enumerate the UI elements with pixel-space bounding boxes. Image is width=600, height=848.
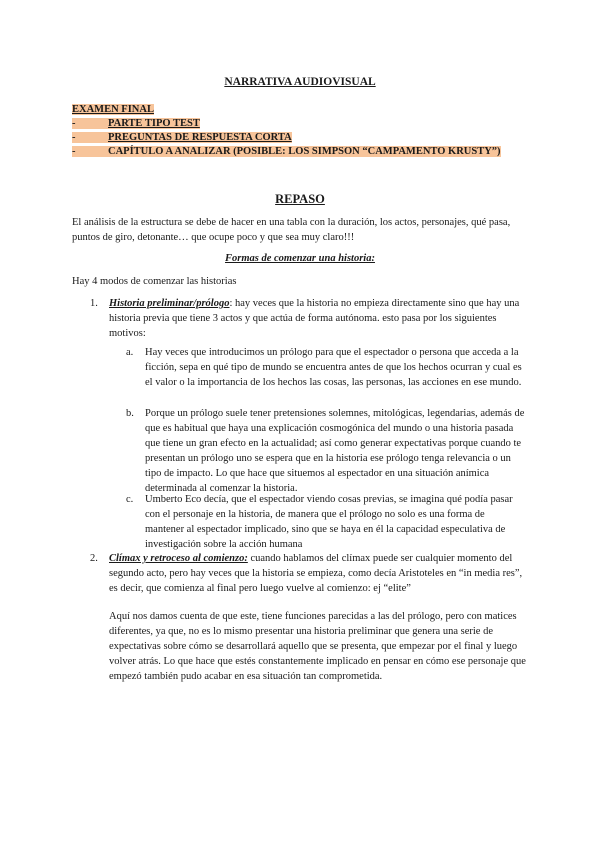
intro-paragraph: El análisis de la estructura se debe de hacer en una tabla con la duración, los actos, personajes, qué pasa, puntos de giro, detonante… que ocupe poco y que sea muy claro!!!: [72, 217, 511, 243]
sub-item-letter: c.: [126, 494, 134, 505]
exam-item-text: PARTE TIPO TEST: [108, 118, 200, 129]
exam-list-item: [72, 145, 501, 159]
exam-heading: [72, 103, 154, 116]
sub-item-a: [126, 345, 526, 390]
exam-item-text: PREGUNTAS DE RESPUESTA CORTA: [108, 132, 292, 143]
document-title: NARRATIVA AUDIOVISUAL: [224, 76, 376, 88]
item-text: : hay veces que la historia no empieza directamente sino que hay una historia previa que tiene 3 actos y que actúa de forma autónoma. esto pasa por los siguientes motivos:: [109, 298, 520, 339]
exam-list: [72, 117, 501, 159]
exam-list-item: [72, 131, 501, 145]
sub-item-b: [126, 406, 526, 496]
numbered-item-2: [90, 551, 528, 596]
item-text: cuando hablamos del clímax puede ser cualquier momento del segundo acto, pero hay veces que la historia se empieza, como decía Aristoteles en “in media res”, es decir, que comienza al final pero luego vuelve al comienzo: ej “elite”: [109, 553, 523, 594]
list-bullet: -: [72, 146, 76, 157]
sub-item-letter: b.: [126, 408, 134, 419]
exam-heading-text: EXAMEN FINAL: [72, 104, 154, 115]
sub-item-text: Porque un prólogo suele tener pretensiones solemnes, mitológicas, legendarias, además de que es habitual que haya una explicación cosmogónica del mundo o una historia pasada que tiene un gran efecto en la actualidad; así como generar expectativas porque cuando te presentan un prólogo uno se espera que en la historia ese prólogo tenga relevancia o un tipo de impacto. Lo que hace que situemos al espectador en una situación anímica determinada al comenzar la historia.: [145, 408, 525, 494]
item-number: 2.: [90, 553, 98, 564]
item-term: Clímax y retroceso al comienzo:: [109, 553, 248, 564]
list-bullet: -: [72, 132, 76, 143]
exam-item-text: CAPÍTULO A ANALIZAR (POSIBLE: LOS SIMPSON “CAMPAMENTO KRUSTY”): [108, 146, 501, 157]
formas-heading: Formas de comenzar una historia:: [225, 253, 375, 264]
sub-item-c: [126, 492, 526, 552]
item-term: Historia preliminar/prólogo: [109, 298, 230, 309]
numbered-item-1: [90, 296, 528, 341]
sub-item-letter: a.: [126, 347, 134, 358]
item-number: 1.: [90, 298, 98, 309]
item-2-paragraph: Aquí nos damos cuenta de que este, tiene funciones parecidas a las del prólogo, pero con matices diferentes, ya que, no es lo mismo presentar una historia preliminar que genera una serie de expectativas sobre cómo se desarrollará aquello que se presenta, que empezar por el final y luego volver atrás. Lo que hace que estés constantemente implicado en pensar en cómo ese personaje que empezó también pudo acabar en esa situación tan comprometida.: [109, 611, 526, 682]
repaso-heading: REPASO: [275, 192, 325, 206]
formas-lead: Hay 4 modos de comenzar las historias: [72, 276, 237, 287]
sub-item-text: Hay veces que introducimos un prólogo para que el espectador o persona que acceda a la ficción, sepa en qué tipo de mundo se encuentra antes de que los hechos ocurran y cual es el valor o la importancia de los hechos las cosas, las personas, las acciones en ese mundo.: [145, 347, 522, 388]
list-bullet: -: [72, 118, 76, 129]
exam-list-item: [72, 117, 501, 131]
sub-item-text: Umberto Eco decía, que el espectador viendo cosas previas, se imagina qué podía pasar con el personaje en la historia, de manera que el prólogo no solo es una forma de mantener al espectador implicado, sino que se haya en él la capacidad especulativa de investigación sobre la acción humana: [145, 494, 513, 550]
